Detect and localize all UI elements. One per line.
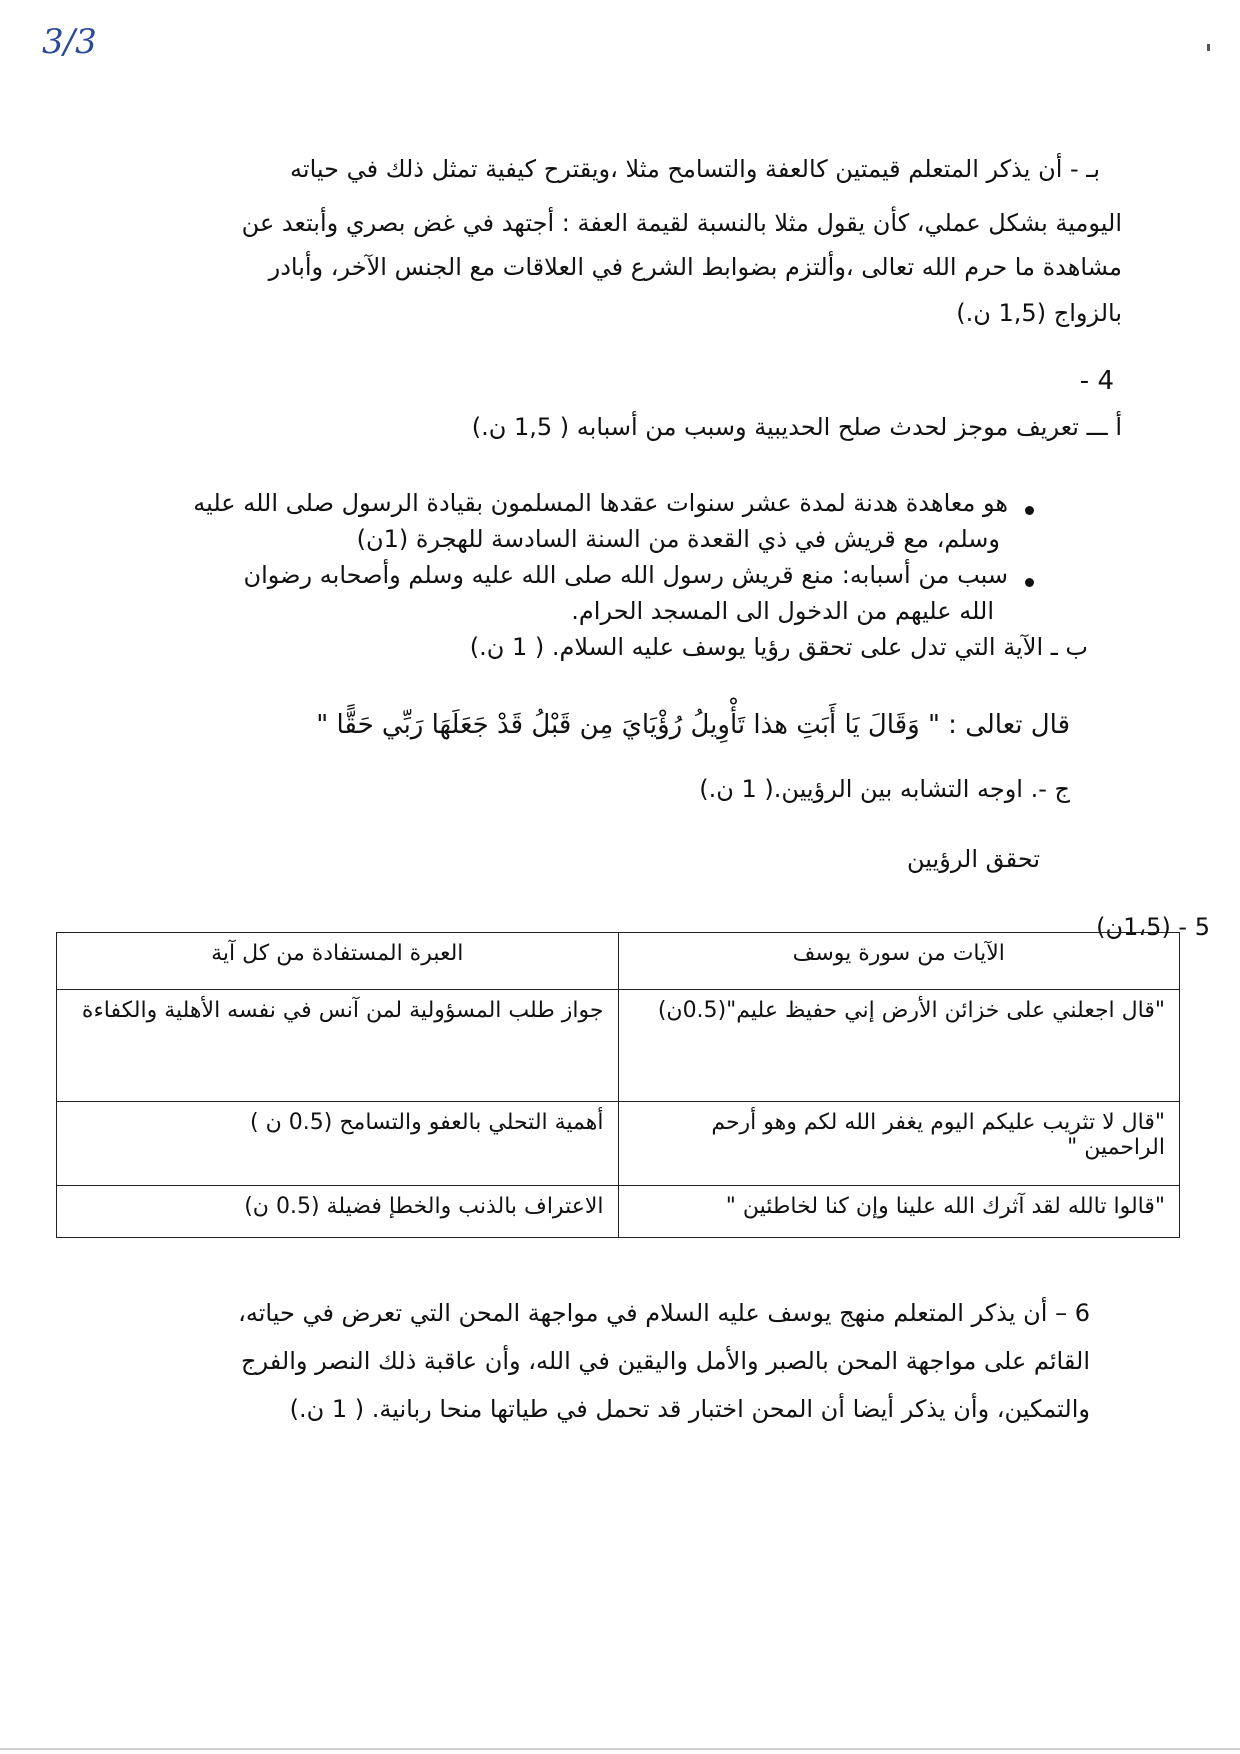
yusuf-verses-table — [56, 932, 1180, 1238]
table-header-row — [57, 933, 1180, 990]
q6-line-2: القائم على مواجهة المحن بالصبر والأمل واليقين في الله، وأن عاقبة ذلك النصر والفرج — [241, 1347, 1090, 1375]
q5-heading: 5 - (1،5ن) — [1096, 913, 1210, 941]
q6-line-1: 6 – أن يذكر المتعلم منهج يوسف عليه السلام في مواجهة المحن التي تعرض في حياته، — [238, 1299, 1090, 1327]
verse-cell: "قالوا تالله لقد آثرك الله علينا وإن كنا لخاطئين " — [618, 1186, 1180, 1238]
bullet-1 — [1025, 506, 1034, 515]
lesson-cell: الاعتراف بالذنب والخطإ فضيلة (0.5 ن) — [57, 1186, 619, 1238]
scan-mark — [1207, 44, 1210, 51]
table-row — [57, 1102, 1180, 1186]
table-row — [57, 1186, 1180, 1238]
q6-line-3: والتمكين، وأن يذكر أيضا أن المحن اختبار قد تحمل في طياتها منحا ربانية. ( 1 ن.) — [289, 1395, 1090, 1423]
q4b-verse: قال تعالى : " وَقَالَ يَا أَبَتِ هذا تَأْوِيلُ رُؤْيَايَ مِن قَبْلُ قَدْ جَعَلَهَا رَبِّي حَقًّا " — [316, 710, 1070, 740]
q4b-heading: ب ـ الآية التي تدل على تحقق رؤيا يوسف عليه السلام. ( 1 ن.) — [469, 633, 1088, 661]
bullet-2 — [1025, 578, 1034, 587]
scan-edge — [0, 1748, 1240, 1750]
lesson-cell: جواز طلب المسؤولية لمن آنس في نفسه الأهلية والكفاءة — [57, 990, 619, 1102]
q4-number: 4 - — [1079, 366, 1114, 396]
verse-cell: "قال اجعلني على خزائن الأرض إني حفيظ عليم"(0.5ن) — [618, 990, 1180, 1102]
table-header-verses: الآيات من سورة يوسف — [618, 933, 1180, 990]
q4a-bullet2-line-2: الله عليهم من الدخول الى المسجد الحرام. — [571, 597, 994, 625]
verse-cell: "قال لا تثريب عليكم اليوم يغفر الله لكم وهو أرحم الراحمين " — [618, 1102, 1180, 1186]
q3b-line-2: اليومية بشكل عملي، كأن يقول مثلا بالنسبة لقيمة العفة : أجتهد في غض بصري وأبتعد عن — [241, 209, 1122, 237]
q4c-answer: تحقق الرؤيين — [907, 845, 1040, 873]
q3b-line-1: بـ - أن يذكر المتعلم قيمتين كالعفة والتسامح مثلا ،ويقترح كيفية تمثل ذلك في حياته — [290, 155, 1100, 183]
table-header-lessons: العبرة المستفادة من كل آية — [57, 933, 619, 990]
q4a-bullet1-line-2: وسلم، مع قريش في ذي القعدة من السنة السادسة للهجرة (1ن) — [356, 525, 1000, 553]
q4a-bullet1-line-1: هو معاهدة هدنة لمدة عشر سنوات عقدها المسلمون بقيادة الرسول صلى الله عليه — [193, 489, 1008, 517]
q4a-bullet2-line-1: سبب من أسبابه: منع قريش رسول الله صلى الله عليه وسلم وأصحابه رضوان — [243, 561, 1008, 589]
lesson-cell: أهمية التحلي بالعفو والتسامح (0.5 ن ) — [57, 1102, 619, 1186]
table-row — [57, 990, 1180, 1102]
q4a-heading: أ ـــ تعريف موجز لحدث صلح الحديبية وسبب من أسبابه ( 1,5 ن.) — [471, 413, 1122, 441]
q3b-line-4: بالزواج (1,5 ن.) — [956, 299, 1122, 327]
q4c-heading: ج -. اوجه التشابه بين الرؤيين.( 1 ن.) — [699, 775, 1070, 803]
page-number: 3/3 — [42, 22, 97, 62]
q3b-line-3: مشاهدة ما حرم الله تعالى ،وألتزم بضوابط الشرع في العلاقات مع الجنس الآخر، وأبادر — [268, 253, 1122, 281]
